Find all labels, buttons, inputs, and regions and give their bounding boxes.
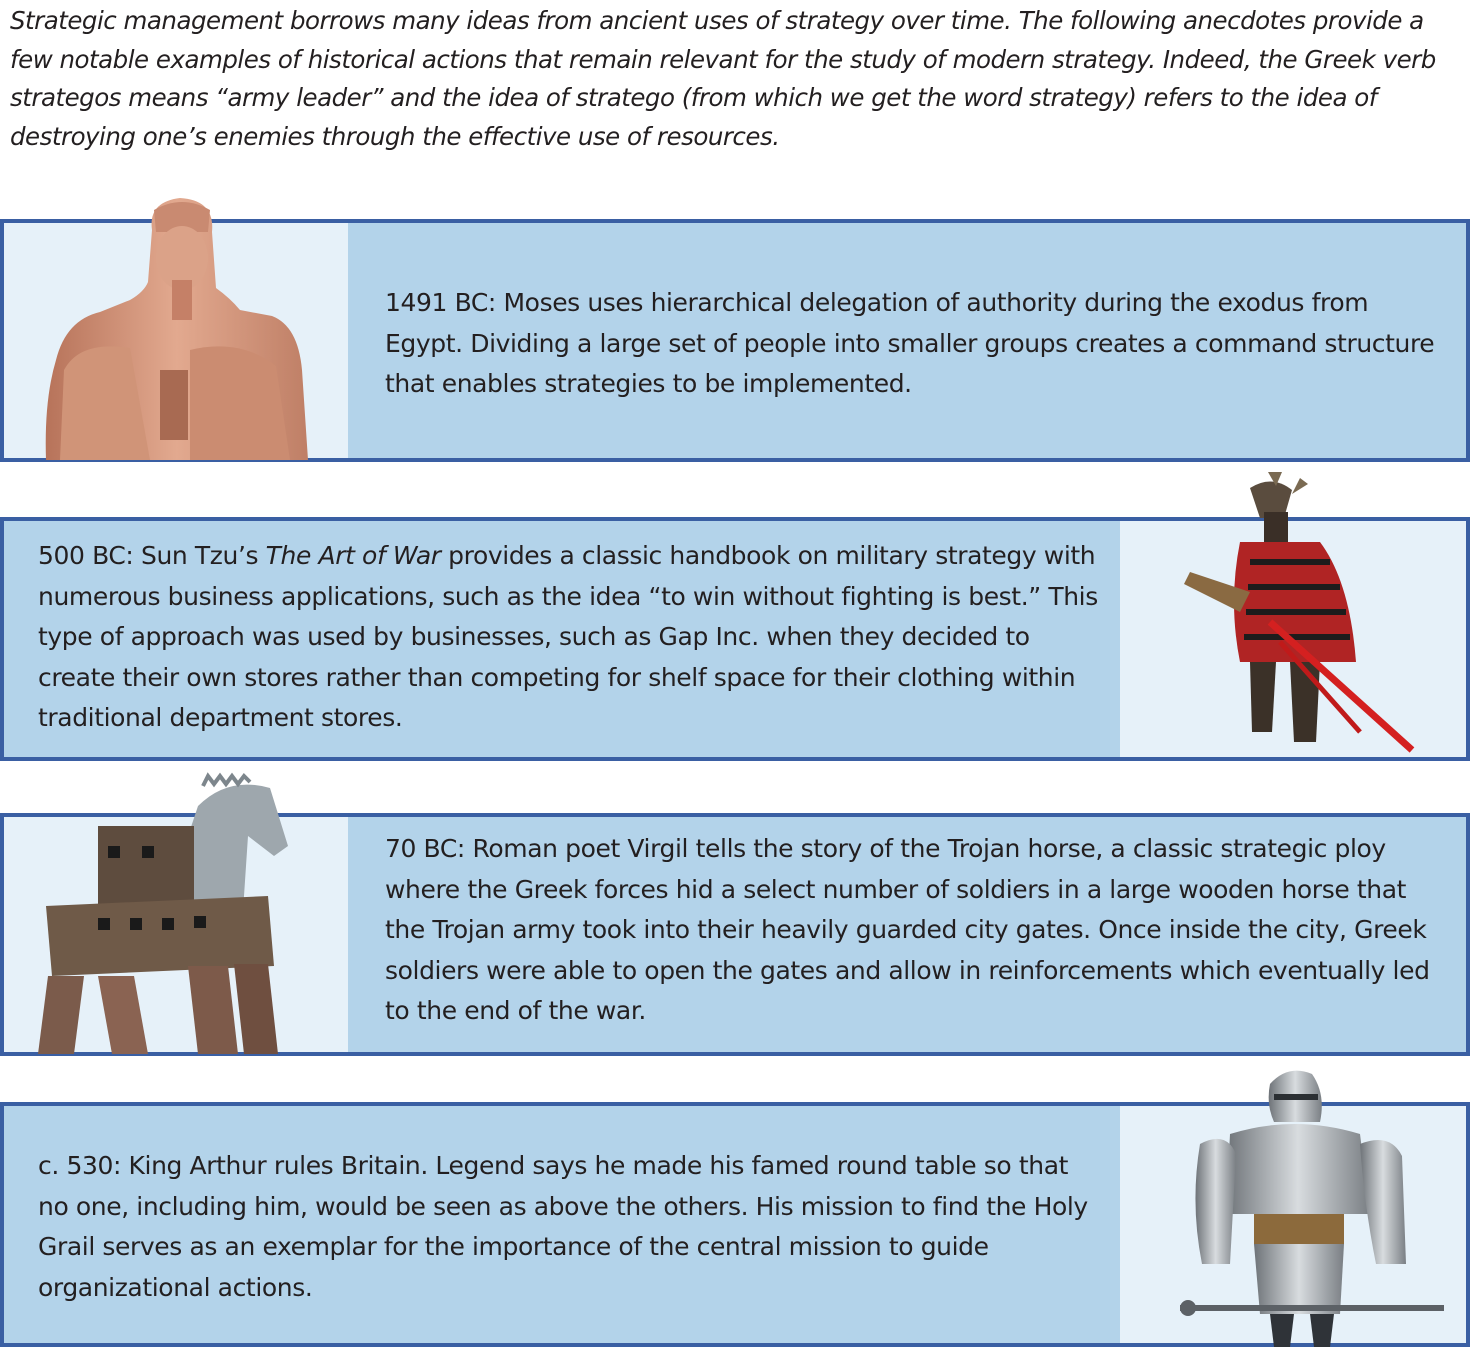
card-text-sun-tzu-part1: 500 BC: Sun Tzu’s: [38, 541, 266, 570]
card-text-virgil: 70 BC: Roman poet Virgil tells the story of the Trojan horse, a classic strategic ploy where the Greek forces hid a select number of soldiers in a large wooden horse that the Trojan army took into their heavily guarded city gates. Once inside the city, Greek soldiers were able to open the gates and allow in reinforcements which eventually led to the end of the war.: [385, 834, 1430, 1025]
card-text-king-arthur: c. 530: King Arthur rules Britain. Legend says he made his famed round table so that no one, including him, would be seen as above the others. His mission to find the Holy Grail serves as an exemplar for the importance of the central mission to guide organizational actions.: [38, 1151, 1088, 1302]
trojan-horse-image: [38, 776, 298, 1054]
card-text-sun-tzu-part2: provides a classic handbook on military strategy with numerous business applications, such as the idea “to win without fighting is best.” This type of approach was used by businesses, such as Gap Inc. when they decided to create their own stores rather than competing for shelf space for their clothing within traditional department stores.: [38, 541, 1098, 732]
samurai-armor-image: [1180, 472, 1420, 757]
intro-paragraph: Strategic management borrows many ideas from ancient uses of strategy over time. The following anecdotes provide a few notable examples of historical actions that remain relevant for the study of modern strategy. Indeed, the Greek verb strategos means “army leader” and the idea of stratego (from which we get the word strategy) refers to the idea of destroying one’s enemies through the effective use of resources.: [10, 6, 1436, 151]
book-title: The Art of War: [265, 541, 441, 570]
knight-armor-image: [1170, 1064, 1450, 1347]
pharaoh-statue-image: [40, 170, 315, 460]
card-text-moses: 1491 BC: Moses uses hierarchical delegation of authority during the exodus from Egypt. Dividing a large set of people into smaller groups creates a command structure that enables strategies to be implemented.: [385, 288, 1435, 398]
card-text-sun-tzu: [38, 536, 1098, 739]
